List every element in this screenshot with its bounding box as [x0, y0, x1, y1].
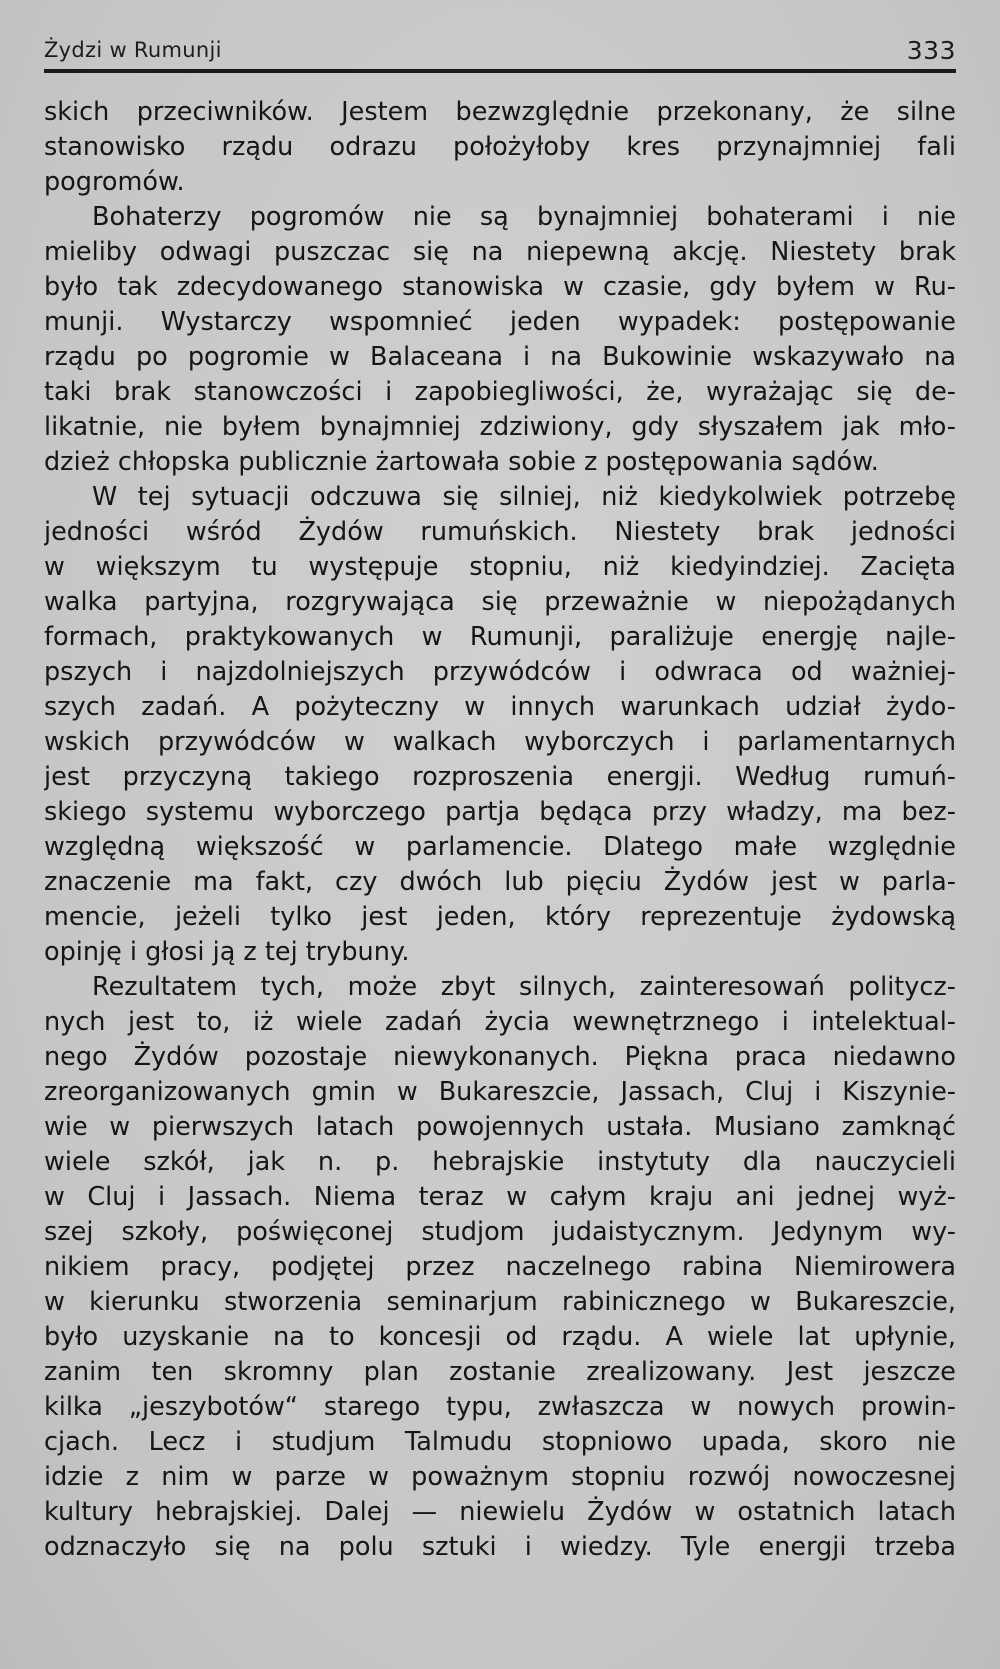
text-line: taki brak stanowczości i zapobiegliwości, że, wyrażając się de-: [44, 377, 956, 407]
text-line: było tak zdecydowanego stanowiska w czasie, gdy byłem w Ru-: [44, 272, 956, 302]
text-line: było uzyskanie na to koncesji od rządu. A wiele lat upłynie,: [44, 1322, 956, 1352]
text-line: idzie z nim w parze w poważnym stopniu rozwój nowoczesnej: [44, 1462, 956, 1492]
text-line: rządu po pogromie w Balaceana i na Bukowinie wskazywało na: [44, 342, 956, 372]
body-text: [44, 95, 956, 1565]
text-line: dzież chłopska publicznie żartowała sobie z postępowania sądów.: [44, 447, 879, 477]
text-line: zanim ten skromny plan zostanie zrealizowany. Jest jeszcze: [44, 1357, 956, 1387]
running-head: [44, 36, 956, 68]
text-line: munji. Wystarczy wspomnieć jeden wypadek: postępowanie: [44, 307, 956, 337]
text-line: cjach. Lecz i studjum Talmudu stopniowo upada, skoro nie: [44, 1427, 956, 1457]
text-line: szych zadań. A pożyteczny w innych warunkach udział żydo-: [44, 692, 956, 722]
text-line: kilka „jeszybotów“ starego typu, zwłaszcza w nowych prowin-: [44, 1392, 956, 1422]
text-line: nego Żydów pozostaje niewykonanych. Piękna praca niedawno: [44, 1042, 956, 1072]
text-line: odznaczyło się na polu sztuki i wiedzy. Tyle energji trzeba: [44, 1532, 956, 1562]
text-line: w Cluj i Jassach. Niema teraz w całym kraju ani jednej wyż-: [44, 1182, 956, 1212]
text-line: opinję i głosi ją z tej trybuny.: [44, 937, 410, 967]
text-line: zreorganizowanych gmin w Bukareszcie, Jassach, Cluj i Kiszynie-: [44, 1077, 956, 1107]
text-line: pogromów.: [44, 167, 185, 197]
text-line: szej szkoły, poświęconej studjom judaistycznym. Jedynym wy-: [44, 1217, 956, 1247]
text-line: względną większość w parlamencie. Dlatego małe względnie: [44, 832, 956, 862]
text-line: znaczenie ma fakt, czy dwóch lub pięciu Żydów jest w parla-: [44, 867, 956, 897]
paragraph: [44, 480, 956, 970]
text-line: Bohaterzy pogromów nie są bynajmniej bohaterami i nie: [92, 202, 956, 232]
text-line: wiele szkół, jak n. p. hebrajskie instytuty dla nauczycieli: [44, 1147, 956, 1177]
text-line: w większym tu występuje stopniu, niż kiedyindziej. Zacięta: [44, 552, 956, 582]
text-line: formach, praktykowanych w Rumunji, paraliżuje energję najle-: [44, 622, 956, 652]
text-line: skich przeciwników. Jestem bezwzględnie przekonany, że silne: [44, 97, 956, 127]
header-rule: [44, 69, 956, 73]
text-line: wie w pierwszych latach powojennych ustała. Musiano zamknąć: [44, 1112, 956, 1142]
running-title: Żydzi w Rumunji: [44, 38, 222, 62]
text-line: nych jest to, iż wiele zadań życia wewnętrznego i intelektual-: [44, 1007, 956, 1037]
paragraph: [44, 970, 956, 1565]
text-line: pszych i najzdolniejszych przywódców i odwraca od ważniej-: [44, 657, 956, 687]
text-line: stanowisko rządu odrazu położyłoby kres przynajmniej fali: [44, 132, 956, 162]
text-line: w kierunku stworzenia seminarjum rabinicznego w Bukareszcie,: [44, 1287, 956, 1317]
text-line: nikiem pracy, podjętej przez naczelnego rabina Niemirowera: [44, 1252, 956, 1282]
text-line: jedności wśród Żydów rumuńskich. Niestety brak jedności: [44, 517, 956, 547]
text-line: Rezultatem tych, może zbyt silnych, zainteresowań politycz-: [92, 972, 956, 1002]
paragraph: [44, 200, 956, 480]
text-line: likatnie, nie byłem bynajmniej zdziwiony, gdy słyszałem jak mło-: [44, 412, 956, 442]
text-line: skiego systemu wyborczego partja będąca przy władzy, ma bez-: [44, 797, 956, 827]
text-line: mencie, jeżeli tylko jest jeden, który reprezentuje żydowską: [44, 902, 956, 932]
text-line: mieliby odwagi puszczac się na niepewną akcję. Niestety brak: [44, 237, 956, 267]
page-number: 333: [906, 36, 956, 65]
paragraph: [44, 95, 956, 200]
text-line: kultury hebrajskiej. Dalej — niewielu Żydów w ostatnich latach: [44, 1497, 956, 1527]
text-line: jest przyczyną takiego rozproszenia energji. Według rumuń-: [44, 762, 956, 792]
text-line: walka partyjna, rozgrywająca się przeważnie w niepożądanych: [44, 587, 956, 617]
text-line: W tej sytuacji odczuwa się silniej, niż kiedykolwiek potrzebę: [92, 482, 956, 512]
text-line: wskich przywódców w walkach wyborczych i parlamentarnych: [44, 727, 956, 757]
